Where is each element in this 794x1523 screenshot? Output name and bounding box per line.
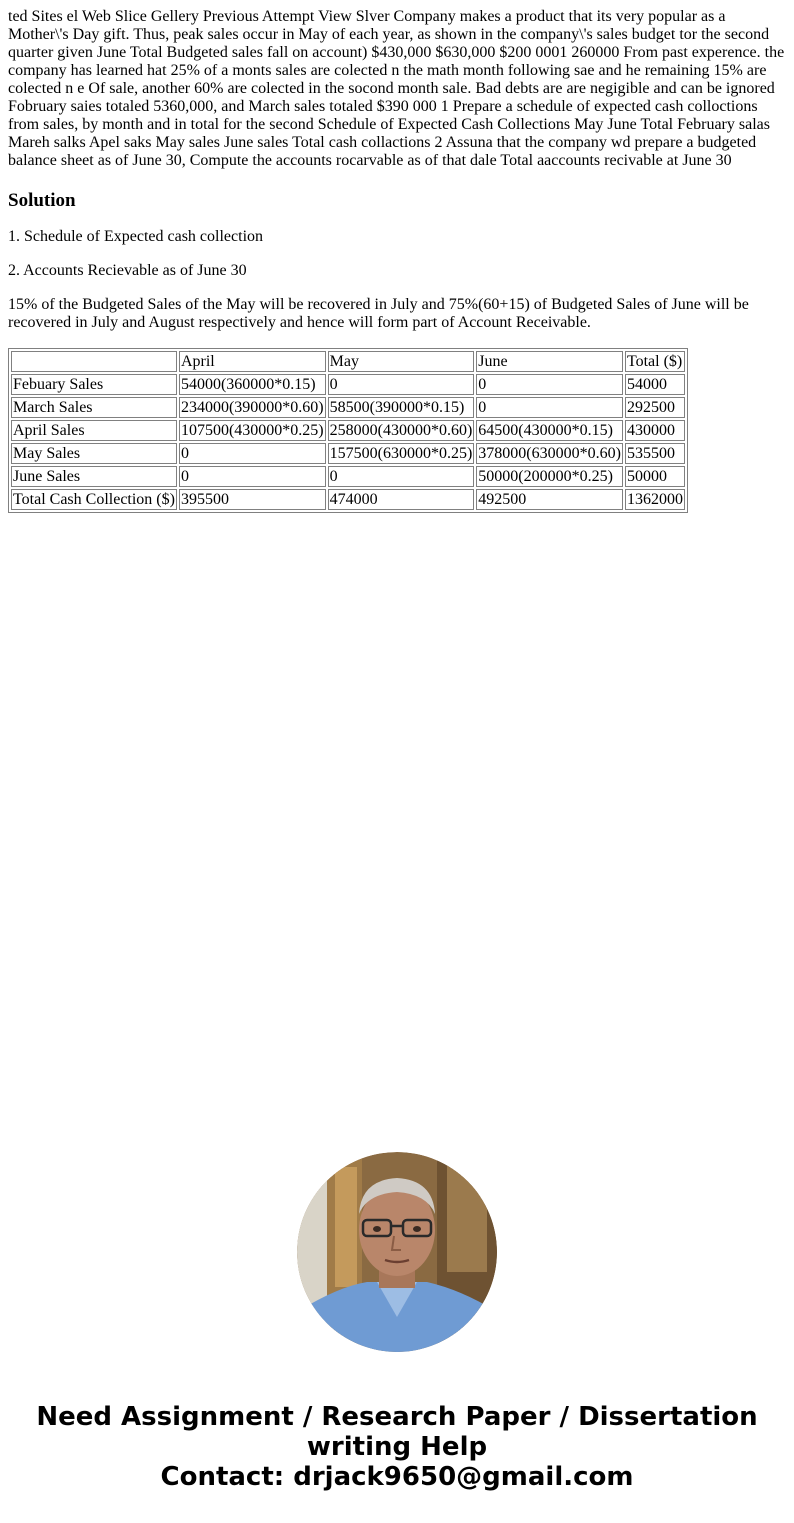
table-cell: May Sales (11, 443, 177, 464)
table-header-cell: April (179, 351, 326, 372)
avatar (297, 1152, 497, 1352)
step-2-text: 2. Accounts Recievable as of June 30 (8, 262, 247, 279)
table-header-cell: Total ($) (625, 351, 685, 372)
table-cell: 0 (179, 443, 326, 464)
table-cell: 64500(430000*0.15) (476, 420, 623, 441)
page-content (0, 0, 794, 513)
promo-line: Need Assignment / Research Paper / Dissertation (36, 1402, 758, 1432)
table-header-cell: June (476, 351, 623, 372)
table-cell: Febuary Sales (11, 374, 177, 395)
cash-collection-table (8, 348, 688, 513)
table-cell: 1362000 (626, 491, 683, 508)
table-cell: 535500 (625, 443, 685, 464)
table-cell: 474000 (328, 489, 475, 510)
table-cell: 0 (328, 466, 475, 487)
table-cell: 378000(630000*0.60) (478, 445, 621, 462)
table-cell: 107500(430000*0.25) (180, 422, 324, 439)
table-row (11, 420, 685, 441)
table-cell: 50000 (625, 466, 685, 487)
table-cell: June Sales (11, 466, 177, 487)
table-cell: 395500 (179, 489, 326, 510)
promo-line: writing Help (306, 1432, 488, 1462)
table-cell: 292500 (625, 397, 685, 418)
avatar-photo (297, 1152, 497, 1352)
table-row (11, 466, 685, 487)
table-cell: 258000(430000*0.60) (329, 422, 473, 439)
table-cell: 492500 (476, 489, 623, 510)
question-text: ted Sites el Web Slice Gellery Previous Attempt View Slver Company makes a product that its very popular as a Mother\'s Day gift. Thus, peak sales occur in May of each year, as shown in the company\'s sales budget tor the second quarter given June Total Budgeted sales fall on account) $430,000 $630,000 $200 0001 260000 From past experence. the company has learned hat 25% of a monts sales are colected n the math month following sae and he remaining 15% are colected n e Of sale, another 60% are colected in the socond month sale. Bad debts are are negigible and can be ignored Fobruary saies totaled 5360,000, and March sales totaled $390 000 1 Prepare a schedule of expected cash colloctions from sales, by month and in total for the second Schedule of Expected Cash Collections May June Total February salas Mareh salks Apel saks May sales June sales Total cash collactions 2 Assuna that the company wd prepare a budgeted balance sheet as of June 30, Compute the accounts rocarvable as of that dale Total aaccounts recivable at June 30 (8, 8, 785, 169)
solution-heading: Solution (8, 190, 76, 211)
table-header-cell: May (328, 351, 475, 372)
contact-line: Contact: drjack9650@gmail.com (160, 1462, 634, 1492)
table-cell: 50000(200000*0.25) (476, 466, 623, 487)
table-cell: 430000 (625, 420, 685, 441)
table-row (11, 443, 685, 464)
table-cell: 58500(390000*0.15) (328, 397, 475, 418)
table-cell: Total Cash Collection ($) (13, 491, 175, 508)
step-1-text: 1. Schedule of Expected cash collection (8, 228, 264, 245)
table-cell: 157500(630000*0.25) (329, 445, 473, 462)
table-cell: April Sales (11, 420, 177, 441)
table-total-row (11, 489, 685, 510)
table-row (11, 397, 685, 418)
table-cell: 0 (476, 374, 623, 395)
table-header-row (11, 351, 685, 372)
promo-section (0, 1152, 794, 1492)
table-cell: 0 (179, 466, 326, 487)
promo-text (0, 1402, 794, 1492)
table-cell: March Sales (11, 397, 177, 418)
table-cell: 54000 (625, 374, 685, 395)
table-cell: 0 (328, 374, 475, 395)
table-header-cell (11, 351, 177, 372)
explanation-text: 15% of the Budgeted Sales of the May will be recovered in July and 75%(60+15) of Budgeted Sales of June will be recovered in July and August respectively and hence will form part of Account Receivable. (8, 296, 749, 331)
table-cell: 234000(390000*0.60) (180, 399, 324, 416)
table-cell: 54000(360000*0.15) (179, 374, 326, 395)
table-cell: 0 (476, 397, 623, 418)
table-row (11, 374, 685, 395)
